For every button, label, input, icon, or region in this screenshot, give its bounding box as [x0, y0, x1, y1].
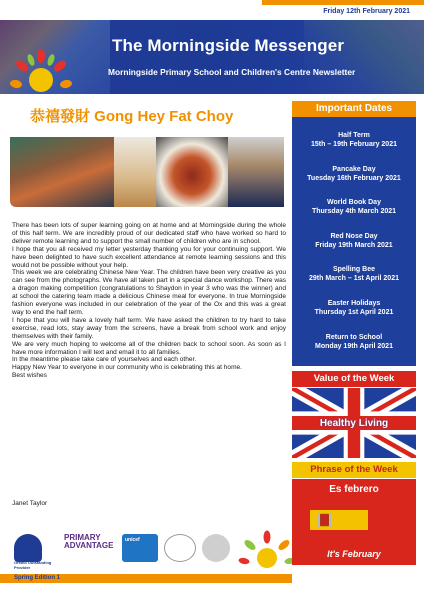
primary-advantage-label: PRIMARY ADVANTAGE [64, 533, 114, 550]
partner-grey-logo [202, 534, 230, 562]
date-event-name: Easter Holidays [327, 300, 381, 307]
date-item [292, 131, 416, 149]
photo-child-dragon [228, 137, 284, 207]
primary-advantage-logo [64, 534, 120, 562]
date-event-name: Return to School [325, 334, 383, 341]
date-strip [0, 0, 424, 22]
date-item [292, 232, 416, 250]
date-event-date: Tuesday 16th February 2021 [307, 175, 401, 182]
date-event-date: Monday 19th April 2021 [315, 343, 393, 350]
important-dates-header [292, 101, 416, 117]
issue-date: Friday 12th February 2021 [323, 8, 410, 15]
phrase-translation: It's February [327, 549, 381, 559]
decorative-sun-logo [238, 528, 296, 574]
ofsted-logo [14, 534, 52, 570]
date-event-name: Half Term [338, 132, 370, 139]
edition-label: Spring Edition 1 [14, 575, 60, 581]
date-accent-bar [262, 0, 424, 5]
article-paragraph: I hope that you will have a lovely half term. We have asked the children to try hard to take exercise, read lots, stay away from the screens, have a break from school work and enjoy themselves with their family. [12, 316, 286, 340]
article-paragraph: I hope that you all received my letter yesterday thanking you for your continuing support. We have been delighted to have such excellent attendance at remote learning sessions and this would not be possible without your help. [12, 245, 286, 269]
important-dates-title: Important Dates [315, 103, 393, 114]
value-of-week: Healthy Living [319, 418, 389, 429]
spain-flag [310, 500, 368, 540]
closing-line: Best wishes [12, 372, 47, 380]
date-item [292, 165, 416, 183]
photo-strip [10, 137, 284, 207]
photo-chinese-meal [156, 137, 228, 207]
phrase-of-week-header [292, 462, 416, 478]
date-event-date: Thursday 1st April 2021 [314, 309, 394, 316]
article-paragraph: There has been lots of super learning going on at home and at Morningside during the whole of this half term. We are incredibly proud of our dedicated staff who have worked so hard to deliver remote learning and to support the small number of children who are in school. [12, 222, 286, 245]
date-event-name: Red Nose Day [330, 233, 378, 240]
newsletter-subtitle: Morningside Primary School and Children's Centre Newsletter [108, 67, 356, 77]
article-paragraph: This week we are celebrating Chinese New Year. The children have been very creative as you can see from the photographs. We have all taken part in a special dance workshop. There was a dragon making competition (congratulations to Shaydon in year 3 who was the winner) and at school the catering team made a delicious Chinese meal for everyone. In true Morningside fashion everyone was included in our celebration of the year of the Ox and this was a great way to end the half term. [12, 269, 286, 316]
date-event-date: 29th March – 1st April 2021 [308, 275, 399, 282]
date-event-name: World Book Day [327, 199, 381, 206]
date-event-date: Thursday 4th March 2021 [311, 208, 397, 215]
phrase-of-week-title: Phrase of the Week [310, 464, 398, 475]
photo-crafts [114, 137, 156, 207]
school-sun-logo [10, 46, 72, 94]
date-item [292, 198, 416, 216]
phrase-text: Es febrero [329, 484, 379, 495]
partner-circle-logo [164, 534, 196, 562]
article-body [12, 222, 286, 380]
important-dates-panel [292, 117, 416, 366]
date-event-name: Pancake Day [332, 166, 376, 173]
value-of-week-header [292, 371, 416, 387]
ofsted-label: Ofsted Outstanding Provider [14, 560, 52, 570]
header-banner [0, 20, 424, 94]
unicef-logo [122, 534, 158, 562]
article-paragraph: In the meantime please take care of yourselves and each other. [12, 356, 197, 364]
article-paragraph: Happy New Year to everyone in our community who is celebrating this at home. [12, 364, 242, 372]
article-paragraph: We are very much hoping to welcome all of the children back to school soon. As soon as I have more information I will text and email it to all families. [12, 340, 286, 356]
newsletter-title: The Morningside Messenger [112, 36, 345, 55]
article-headline: 恭禧發財 Gong Hey Fat Choy [30, 108, 234, 125]
date-item [292, 333, 416, 351]
photo-dragon-dance [10, 137, 114, 207]
date-item [292, 299, 416, 317]
signature: Janet Taylor [12, 500, 48, 507]
date-event-date: Friday 19th March 2021 [315, 242, 393, 249]
unicef-label: unicef [125, 537, 140, 543]
value-of-week-title: Value of the Week [313, 373, 395, 384]
date-event-date: 15th – 19th February 2021 [311, 141, 397, 148]
date-item [292, 265, 416, 283]
date-event-name: Spelling Bee [332, 266, 375, 273]
